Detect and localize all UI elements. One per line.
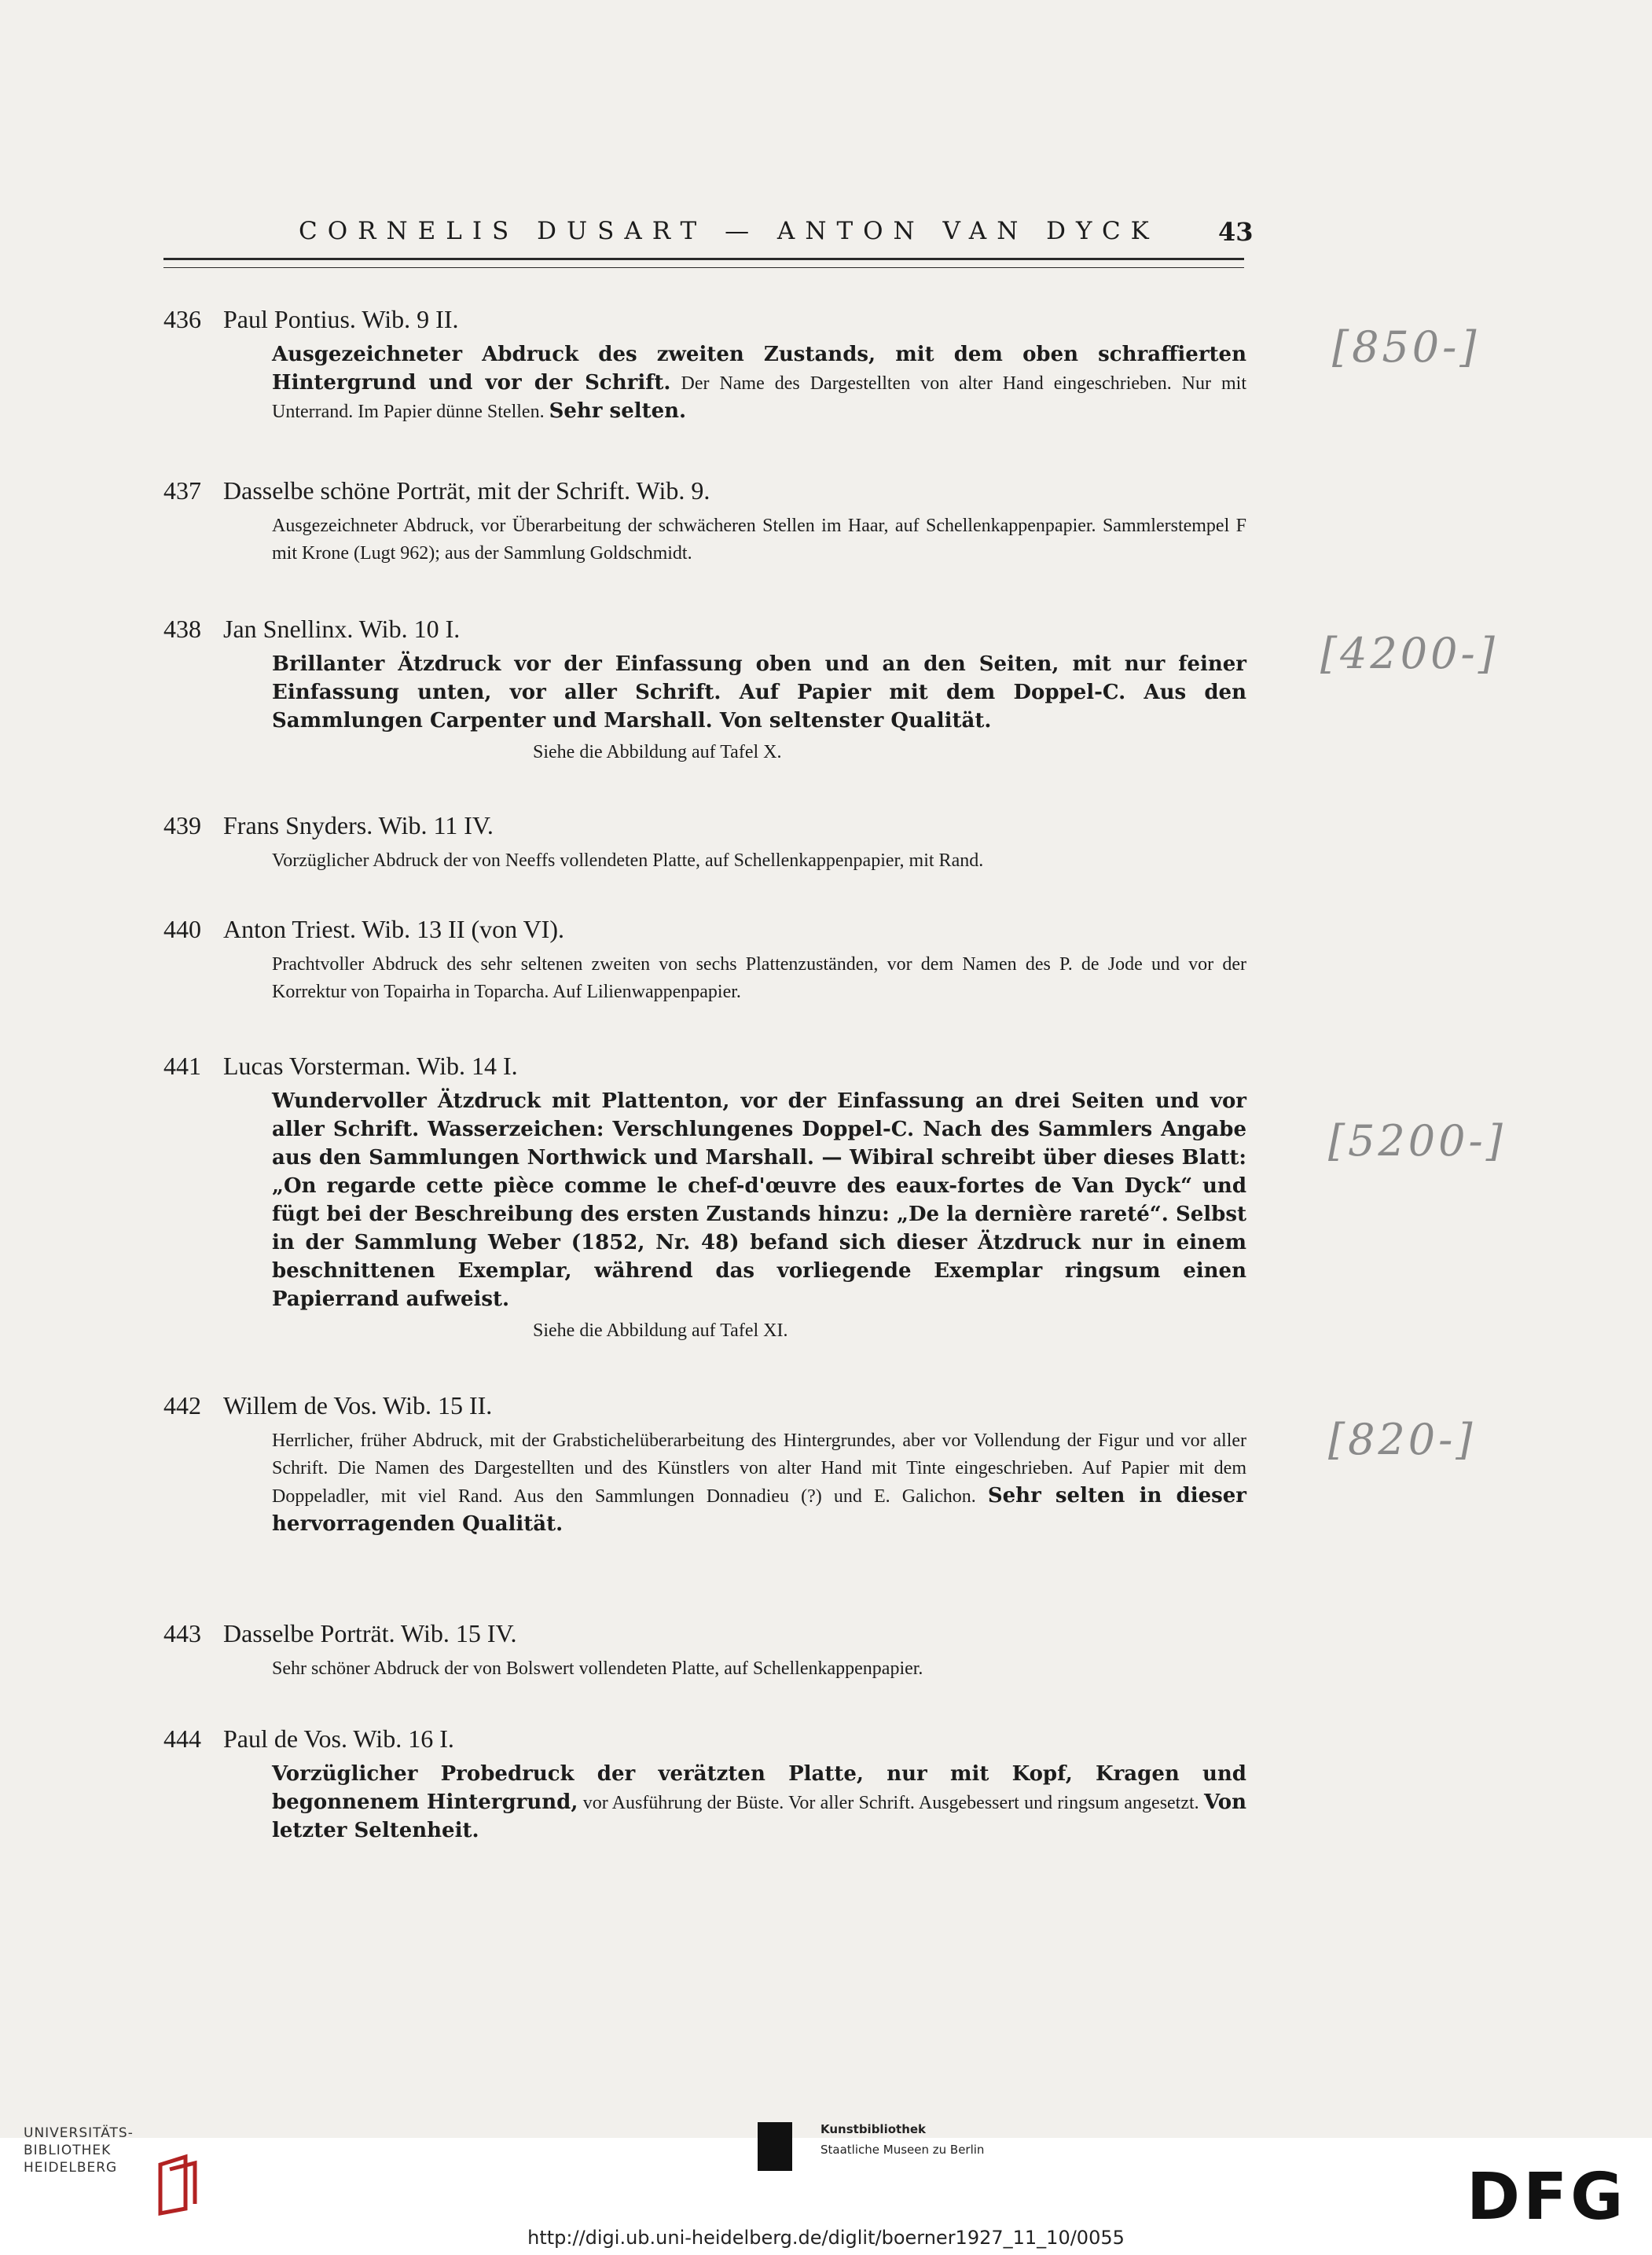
entry-title: Paul de Vos. Wib. 16 I. bbox=[223, 1724, 454, 1753]
handwritten-price: [5200-] bbox=[1328, 1116, 1506, 1166]
entry-description bbox=[272, 512, 1246, 567]
entry-description bbox=[272, 951, 1246, 1006]
entry-description bbox=[272, 341, 1246, 426]
entry-title: Jan Snellinx. Wib. 10 I. bbox=[223, 615, 461, 643]
dfg-logo: DFG bbox=[1467, 2160, 1627, 2235]
description-bold: Vorzüglicher Probedruck der verätzten Platte, nur mit Kopf, Kragen und begonnenem Hintergrund, bbox=[272, 1762, 1246, 1814]
entry-number: 443 bbox=[163, 1619, 201, 1647]
description-text: Ausgezeichneter Abdruck, vor Überarbeitung der schwächeren Stellen im Haar, auf Schellenkappenpapier. Sammlerstempel F mit Krone (Lugt 962); aus der Sammlung Goldschmidt. bbox=[272, 516, 1246, 564]
catalog-entry-443 bbox=[163, 1618, 1264, 1683]
catalog-entry-444 bbox=[163, 1723, 1264, 1846]
entry-description bbox=[272, 1427, 1246, 1539]
uni-line: BIBLIOTHEK bbox=[24, 2143, 112, 2158]
kunstbibliothek-label bbox=[820, 2119, 984, 2160]
entry-title: Anton Triest. Wib. 13 II (von VI). bbox=[223, 915, 564, 943]
kunstbibliothek-logo-icon bbox=[758, 2122, 792, 2171]
source-url[interactable]: http://digi.ub.uni-heidelberg.de/diglit/boerner1927_11_10/0055 bbox=[527, 2227, 1125, 2249]
heidelberg-logo-icon bbox=[154, 2154, 201, 2216]
entry-number: 440 bbox=[163, 915, 201, 943]
handwritten-price: [4200-] bbox=[1320, 629, 1498, 678]
description-bold: Sehr selten. bbox=[549, 399, 687, 423]
running-header: CORNELIS DUSART — ANTON VAN DYCK bbox=[299, 217, 1159, 245]
kb-subtitle: Staatliche Museen zu Berlin bbox=[820, 2143, 985, 2157]
description-bold: Sehr selten in dieser hervorragenden Qualität. bbox=[272, 1484, 1247, 1536]
entry-number: 439 bbox=[163, 811, 201, 839]
page-number: 43 bbox=[1218, 217, 1254, 247]
entry-number: 438 bbox=[163, 615, 201, 643]
entry-title: Lucas Vorsterman. Wib. 14 I. bbox=[223, 1052, 518, 1080]
kb-name: Kunstbibliothek bbox=[820, 2122, 927, 2136]
description-text: Herrlicher, früher Abdruck, mit der Grabstichelüberarbeitung des Hintergrundes, aber vor Vollendung der Figur und vor aller Schrift. Die Namen des Dargestellten und des Künstlers von alter Hand mit Tinte eingeschrieben. Auf Papier mit dem Doppeladler, mit viel Rand. Aus den Sammlungen Donnadieu (?) und E. Galichon. bbox=[272, 1430, 1246, 1507]
plate-reference: Siehe die Abbildung auf Tafel XI. bbox=[533, 1320, 788, 1341]
entry-number: 436 bbox=[163, 305, 201, 333]
header-rule bbox=[163, 258, 1244, 260]
entry-description bbox=[272, 1655, 1246, 1683]
entry-title: Dasselbe schöne Porträt, mit der Schrift. Wib. 9. bbox=[223, 476, 710, 505]
catalog-entry-437 bbox=[163, 475, 1264, 567]
entry-title: Paul Pontius. Wib. 9 II. bbox=[223, 305, 459, 333]
description-bold: Wundervoller Ätzdruck mit Plattenton, vor der Einfassung an drei Seiten und vor aller Schrift. Wasserzeichen: Verschlungenes Doppel-C. Nach des Sammlers Angabe aus den Sammlungen Northwick und Marshall. — Wibiral schreibt über dieses Blatt: „On regarde cette pièce comme le chef-d'œuvre des eaux-fortes de Van Dyck“ und fügt bei der Beschreibung des ersten Zustands hinzu: „De la dernière rareté“. Selbst in der Sammlung Weber (1852, Nr. 48) befand sich dieser Ätzdruck nur in einem beschnittenen Exemplar, während das vorliegende Exemplar ringsum einen Papierrand aufweist. bbox=[272, 1089, 1246, 1311]
uni-line: UNIVERSITÄTS- bbox=[24, 2125, 134, 2141]
entry-description bbox=[272, 1761, 1246, 1846]
catalog-entry-436 bbox=[163, 303, 1264, 426]
handwritten-price: [850-] bbox=[1332, 322, 1480, 372]
entry-number: 444 bbox=[163, 1724, 201, 1753]
entry-number: 442 bbox=[163, 1391, 201, 1419]
plate-reference: Siehe die Abbildung auf Tafel X. bbox=[533, 742, 782, 762]
description-bold: Brillanter Ätzdruck vor der Einfassung oben und an den Seiten, mit nur feiner Einfassung unten, vor aller Schrift. Auf Papier mit dem Doppel-C. Aus den Sammlungen Carpenter und Marshall. Von seltenster Qualität. bbox=[272, 652, 1246, 733]
description-text: vor Ausführung der Büste. Vor aller Schrift. Ausgebessert und ringsum angesetzt. bbox=[582, 1793, 1199, 1813]
entry-title: Dasselbe Porträt. Wib. 15 IV. bbox=[223, 1619, 517, 1647]
description-bold: Von letzter Seltenheit. bbox=[272, 1790, 1246, 1842]
catalog-entry-438 bbox=[163, 613, 1264, 763]
entry-description bbox=[272, 1088, 1246, 1314]
catalog-entry-439 bbox=[163, 810, 1264, 875]
entry-number: 441 bbox=[163, 1052, 201, 1080]
entry-description bbox=[272, 651, 1246, 736]
heidelberg-library-label bbox=[24, 2125, 134, 2176]
description-text: Prachtvoller Abdruck des sehr seltenen zweiten von sechs Plattenzuständen, vor dem Namen des P. de Jode und vor der Korrektur von Topairha in Toparcha. Auf Lilienwappenpapier. bbox=[272, 954, 1246, 1002]
description-text: Der Name des Dargestellten von alter Hand eingeschrieben. Nur mit Unterrand. Im Papier dünne Stellen. bbox=[272, 373, 1246, 422]
handwritten-price: [820-] bbox=[1328, 1415, 1476, 1464]
entry-description bbox=[272, 847, 1246, 875]
entry-number: 437 bbox=[163, 476, 201, 505]
header-rule-thin bbox=[163, 267, 1244, 268]
entry-title: Frans Snyders. Wib. 11 IV. bbox=[223, 811, 494, 839]
catalog-entry-441 bbox=[163, 1050, 1264, 1342]
description-text: Vorzüglicher Abdruck der von Neeffs vollendeten Platte, auf Schellenkappenpapier, mit Rand. bbox=[272, 850, 984, 871]
description-text: Sehr schöner Abdruck der von Bolswert vollendeten Platte, auf Schellenkappenpapier. bbox=[272, 1658, 923, 1679]
catalog-entry-440 bbox=[163, 913, 1264, 1006]
entry-title: Willem de Vos. Wib. 15 II. bbox=[223, 1391, 493, 1419]
description-bold: Ausgezeichneter Abdruck des zweiten Zustands, mit dem oben schraffierten Hintergrund und vor der Schrift. bbox=[272, 343, 1246, 395]
catalog-entry-442 bbox=[163, 1390, 1264, 1539]
uni-line: HEIDELBERG bbox=[24, 2160, 118, 2176]
